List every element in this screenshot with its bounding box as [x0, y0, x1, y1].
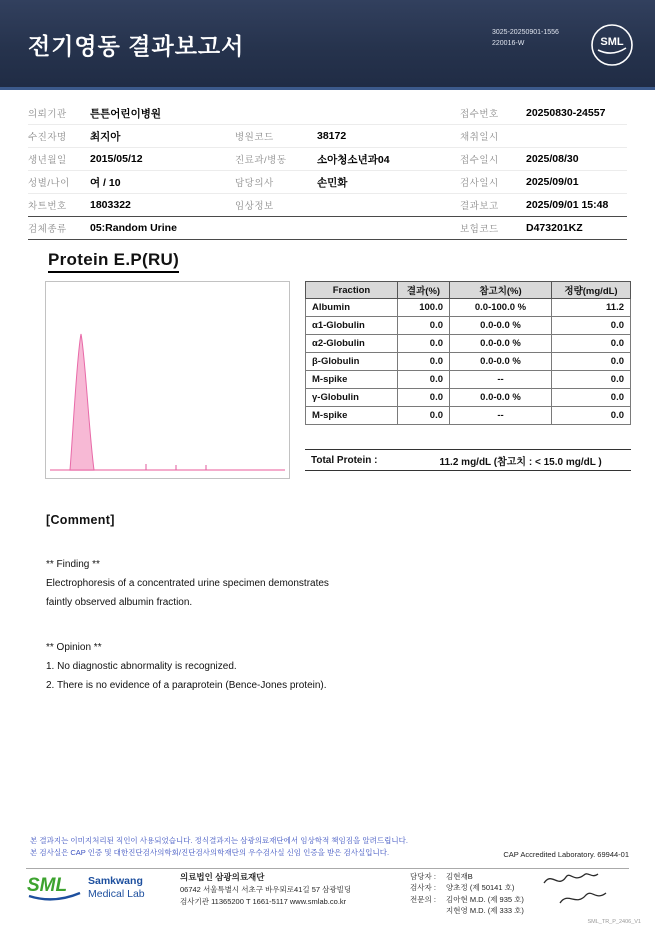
staff-row — [410, 905, 524, 917]
organization-contact: 검사기관 11365200 T 1661-5117 www.smlab.co.kr — [180, 897, 347, 907]
results-area — [45, 281, 631, 479]
comment-title: [Comment] — [46, 513, 115, 527]
field-label: 결과보고 — [460, 201, 499, 212]
table-row — [306, 299, 631, 317]
sml-logo-icon — [26, 871, 82, 905]
comment-section — [46, 513, 655, 695]
cell-fraction: β-Globulin — [306, 353, 398, 371]
cell-result: 0.0 — [398, 335, 450, 353]
cell-fraction: Albumin — [306, 299, 398, 317]
field-label: 임상정보 — [235, 201, 274, 212]
cell-fraction: α2-Globulin — [306, 335, 398, 353]
field-value: 2025/08/30 — [526, 153, 579, 165]
cell-quantity: 0.0 — [552, 335, 631, 353]
staff-info — [410, 871, 524, 918]
sml-circle-logo-icon — [589, 22, 635, 73]
cell-fraction: α1-Globulin — [306, 317, 398, 335]
cell-quantity: 0.0 — [552, 317, 631, 335]
fraction-result-table — [305, 281, 631, 425]
cell-reference: 0.0-100.0 % — [450, 299, 552, 317]
patient-info-row-specimen — [28, 217, 627, 240]
staff-value: 김현재B — [446, 871, 473, 881]
opinion-line: 1. No diagnostic abnormality is recognized. — [46, 661, 237, 672]
field-value: 1803322 — [90, 199, 131, 211]
cell-quantity: 0.0 — [552, 407, 631, 425]
disclaimer-line: 본 결과지는 이미지처리된 직인이 사용되었습니다. 정식결과지는 삼광의료재단에서 임상학적 책임짐을 알려드립니다. — [30, 836, 408, 845]
field-label: 수진자명 — [28, 132, 67, 143]
cell-reference: 0.0-0.0 % — [450, 389, 552, 407]
cell-fraction: M-spike — [306, 407, 398, 425]
organization-info — [180, 871, 398, 909]
table-row — [306, 389, 631, 407]
results-table-area — [305, 281, 631, 471]
column-header: Fraction — [306, 282, 398, 299]
cell-fraction: M-spike — [306, 371, 398, 389]
field-label: 검체종류 — [28, 224, 67, 235]
staff-label: 담당자 : — [410, 871, 436, 881]
document-code-2: 220016-W — [492, 40, 525, 48]
sml-footer-logo-text: SML — [27, 874, 68, 896]
field-value: D473201KZ — [526, 222, 583, 234]
cell-reference: -- — [450, 371, 552, 389]
sml-footer-logo — [26, 871, 168, 905]
staff-label — [410, 905, 446, 917]
staff-row — [410, 882, 524, 894]
patient-info-row — [28, 125, 627, 148]
patient-info-row — [28, 194, 627, 217]
staff-value: 지현영 M.D. (제 333 호) — [446, 906, 524, 916]
field-value: 20250830-24557 — [526, 107, 606, 119]
electrophoresis-chart — [45, 281, 290, 479]
staff-row — [410, 871, 524, 883]
field-value: 여 / 10 — [90, 176, 121, 189]
opinion-block — [46, 638, 655, 695]
table-row — [306, 317, 631, 335]
staff-row — [410, 894, 524, 906]
field-value: 최지아 — [90, 130, 121, 143]
field-label: 접수일시 — [460, 155, 499, 166]
cell-quantity: 0.0 — [552, 353, 631, 371]
cell-fraction: γ-Globulin — [306, 389, 398, 407]
finding-line: faintly observed albumin fraction. — [46, 597, 193, 608]
disclaimer-line: 본 검사실은 CAP 인증 및 대한진단검사의학회/진단검사의학재단의 우수검사실 신임 인증을 받은 검사실입니다. — [30, 848, 390, 857]
document-codes — [492, 27, 559, 49]
field-value: 38172 — [317, 130, 347, 142]
patient-info-row — [28, 102, 627, 125]
field-label: 차트번호 — [28, 201, 67, 212]
table-row — [306, 407, 631, 425]
footer-info — [26, 871, 641, 918]
field-label: 검사일시 — [460, 178, 499, 189]
total-protein-label: Total Protein : — [311, 454, 378, 466]
patient-info-section — [28, 102, 627, 240]
field-label: 진료과/병동 — [235, 155, 287, 166]
field-label: 의뢰기관 — [28, 109, 67, 120]
electrophoresis-curve — [46, 282, 289, 478]
brand-line: Medical Lab — [88, 887, 145, 900]
signature-scribbles — [538, 869, 612, 916]
report-header — [0, 0, 655, 90]
cell-result: 0.0 — [398, 371, 450, 389]
form-code: SML_TR_P_2406_V1 — [587, 919, 641, 925]
total-protein-row — [305, 449, 631, 471]
brand-line: Samkwang — [88, 874, 143, 887]
document-code-1: 3025-20250901-1556 — [492, 29, 559, 36]
cell-reference: 0.0-0.0 % — [450, 317, 552, 335]
cell-result: 0.0 — [398, 407, 450, 425]
sml-logo-text: SML — [600, 36, 624, 48]
cell-result: 0.0 — [398, 353, 450, 371]
field-value: 2025/09/01 15:48 — [526, 199, 609, 211]
finding-block — [46, 555, 655, 612]
field-value: 소아청소년과04 — [317, 153, 390, 166]
field-value: 튼튼어린이병원 — [90, 107, 162, 120]
finding-line: Electrophoresis of a concentrated urine specimen demonstrates — [46, 578, 329, 589]
cell-quantity: 0.0 — [552, 389, 631, 407]
staff-label: 전문의 : — [410, 894, 436, 904]
staff-label: 검사자 : — [410, 883, 436, 893]
column-header: 결과(%) — [398, 282, 450, 299]
staff-value: 양초정 (제 50141 호) — [446, 883, 515, 893]
sml-brand-name — [88, 875, 145, 900]
cell-result: 0.0 — [398, 389, 450, 407]
table-row — [306, 371, 631, 389]
cell-reference: -- — [450, 407, 552, 425]
field-value: 2025/09/01 — [526, 176, 579, 188]
column-header: 정량(mg/dL) — [552, 282, 631, 299]
cap-accreditation: CAP Accredited Laboratory. 69944-01 — [503, 850, 629, 859]
cell-quantity: 0.0 — [552, 371, 631, 389]
field-value: 2015/05/12 — [90, 153, 143, 165]
cell-reference: 0.0-0.0 % — [450, 335, 552, 353]
cell-quantity: 11.2 — [552, 299, 631, 317]
total-protein-value: 11.2 mg/dL (참고치 : < 15.0 mg/dL ) — [439, 456, 602, 468]
field-label: 접수번호 — [460, 109, 499, 120]
field-label: 보험코드 — [460, 224, 499, 235]
column-header: 참고치(%) — [450, 282, 552, 299]
cell-reference: 0.0-0.0 % — [450, 353, 552, 371]
cell-result: 0.0 — [398, 317, 450, 335]
finding-header: ** Finding ** — [46, 559, 100, 570]
field-value: 05:Random Urine — [90, 222, 177, 234]
opinion-header: ** Opinion ** — [46, 642, 102, 653]
table-row — [306, 335, 631, 353]
patient-info-row — [28, 148, 627, 171]
page-title: 전기영동 결과보고서 — [28, 33, 245, 59]
test-section-title: Protein E.P(RU) — [48, 250, 179, 273]
table-row — [306, 353, 631, 371]
field-label: 채취일시 — [460, 132, 499, 143]
organization-address: 06742 서울특별시 서초구 바우뫼로41길 57 삼광빌딩 — [180, 885, 352, 895]
organization-name: 의료법인 삼광의료재단 — [180, 871, 265, 882]
field-label: 병원코드 — [235, 132, 274, 143]
cell-result: 100.0 — [398, 299, 450, 317]
patient-info-row — [28, 171, 627, 194]
field-label: 담당의사 — [235, 178, 274, 189]
field-value: 손민화 — [317, 176, 348, 189]
table-header-row — [306, 282, 631, 299]
legal-disclaimer — [30, 835, 408, 859]
field-label: 생년월일 — [28, 155, 67, 166]
field-label: 성별/나이 — [28, 178, 70, 189]
staff-value: 김아현 M.D. (제 935 호) — [446, 894, 524, 904]
opinion-line: 2. There is no evidence of a paraprotein (Bence-Jones protein). — [46, 680, 327, 691]
